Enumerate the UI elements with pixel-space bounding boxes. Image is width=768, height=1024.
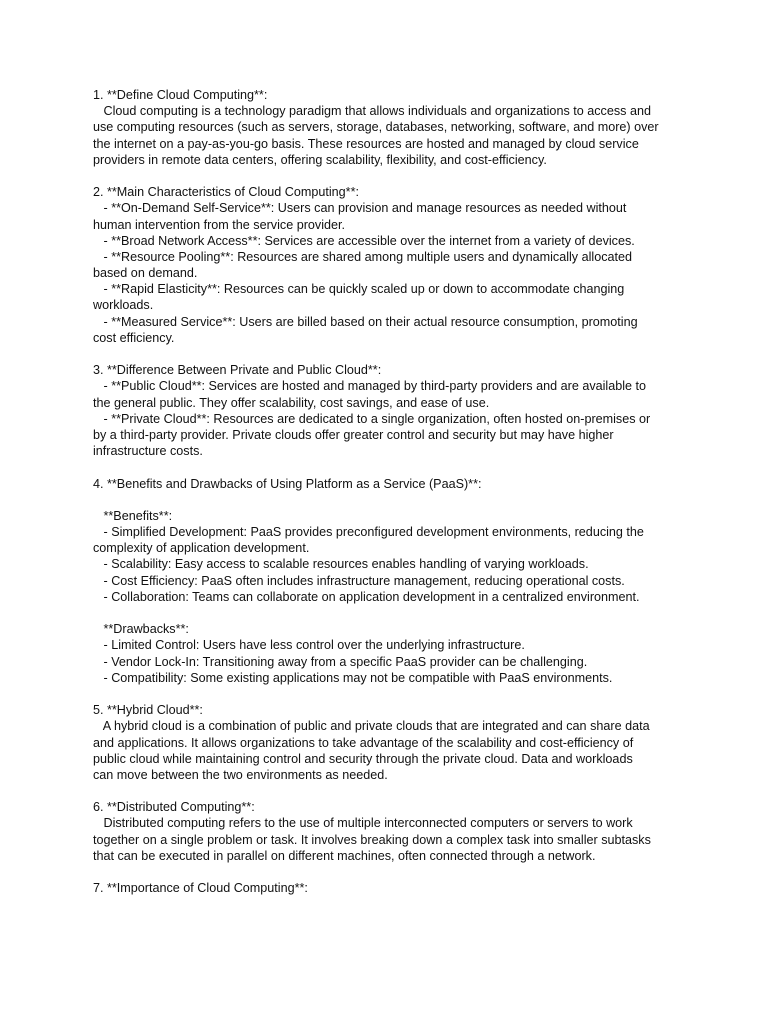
text-line: - **Public Cloud**: Services are hosted and managed by third-party providers and are available to xyxy=(93,379,647,394)
text-line: - **On-Demand Self-Service**: Users can provision and manage resources as needed without xyxy=(93,201,627,216)
text-line: the general public. They offer scalability, cost savings, and ease of use. xyxy=(93,395,490,410)
text-line: - Limited Control: Users have less control over the underlying infrastructure. xyxy=(93,638,525,653)
text-line: 1. **Define Cloud Computing**: xyxy=(93,88,268,102)
text-line: - Compatibility: Some existing applications may not be compatible with PaaS environments. xyxy=(93,670,613,685)
text-line: - **Rapid Elasticity**: Resources can be quickly scaled up or down to accommodate changing xyxy=(93,282,625,297)
text-line: Distributed computing refers to the use of multiple interconnected computers or servers to work xyxy=(93,816,633,831)
text-line: - **Measured Service**: Users are billed based on their actual resource consumption, promoting xyxy=(93,314,638,329)
text-line: the internet on a pay-as-you-go basis. These resources are hosted and managed by cloud service xyxy=(93,136,639,151)
blank-line xyxy=(93,459,678,475)
blank-line xyxy=(93,864,678,880)
text-line: public cloud while maintaining control and security through the private cloud. Data and workloads xyxy=(93,751,633,766)
text-line: - **Resource Pooling**: Resources are shared among multiple users and dynamically allocated xyxy=(93,249,633,264)
text-line: use computing resources (such as servers, storage, databases, networking, software, and more) over xyxy=(93,120,659,135)
text-line: A hybrid cloud is a combination of public and private clouds that are integrated and can share data xyxy=(93,719,650,734)
text-line: 2. **Main Characteristics of Cloud Computing**: xyxy=(93,185,359,200)
blank-line xyxy=(93,492,678,508)
text-line: and applications. It allows organizations to take advantage of the scalability and cost-efficiency of xyxy=(93,735,634,750)
text-line: 5. **Hybrid Cloud**: xyxy=(93,703,203,718)
blank-line xyxy=(93,605,678,621)
blank-line xyxy=(93,346,678,362)
text-line: Cloud computing is a technology paradigm that allows individuals and organizations to access and xyxy=(93,104,651,119)
text-line: 7. **Importance of Cloud Computing**: xyxy=(93,881,308,896)
text-line: by a third-party provider. Private clouds offer greater control and security but may have higher xyxy=(93,427,614,442)
text-line: together on a single problem or task. It involves breaking down a complex task into smaller subtasks xyxy=(93,832,651,847)
text-line: 3. **Difference Between Private and Public Cloud**: xyxy=(93,363,382,378)
blank-line xyxy=(93,783,678,799)
text-line: human intervention from the service provider. xyxy=(93,217,345,232)
blank-line xyxy=(93,686,678,702)
text-line: **Benefits**: xyxy=(93,508,173,523)
text-line: - Cost Efficiency: PaaS often includes infrastructure management, reducing operational costs. xyxy=(93,573,625,588)
text-line: - Scalability: Easy access to scalable resources enables handling of varying workloads. xyxy=(93,557,589,572)
text-line: cost efficiency. xyxy=(93,330,175,345)
text-line: workloads. xyxy=(93,298,154,313)
text-line: 4. **Benefits and Drawbacks of Using Platform as a Service (PaaS)**: xyxy=(93,476,482,491)
text-line: - Simplified Development: PaaS provides preconfigured development environments, reducing the xyxy=(93,525,644,540)
text-line: infrastructure costs. xyxy=(93,444,203,459)
text-line: that can be executed in parallel on different machines, often connected through a network. xyxy=(93,848,596,863)
text-line: **Drawbacks**: xyxy=(93,622,189,637)
text-line: 6. **Distributed Computing**: xyxy=(93,800,255,815)
text-line: complexity of application development. xyxy=(93,541,310,556)
text-line: providers in remote data centers, offering scalability, flexibility, and cost-efficiency. xyxy=(93,152,547,167)
text-line: - **Private Cloud**: Resources are dedicated to a single organization, often hosted on-premises or xyxy=(93,411,651,426)
text-line: - Vendor Lock-In: Transitioning away from a specific PaaS provider can be challenging. xyxy=(93,654,588,669)
document-body xyxy=(93,87,678,896)
text-line: can move between the two environments as needed. xyxy=(93,767,388,782)
text-line: - Collaboration: Teams can collaborate on application development in a centralized environment. xyxy=(93,589,640,604)
blank-line xyxy=(93,168,678,184)
text-line: based on demand. xyxy=(93,266,198,281)
text-line: - **Broad Network Access**: Services are accessible over the internet from a variety of devices. xyxy=(93,233,635,248)
